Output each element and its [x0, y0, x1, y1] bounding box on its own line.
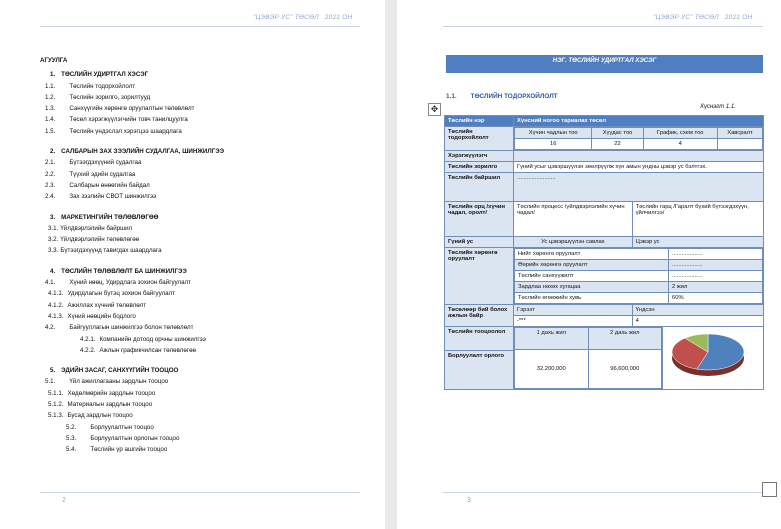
year1-revenue: 32,200,000	[515, 350, 589, 389]
toc-entry[interactable]	[40, 126, 360, 137]
toc-entry-number: 1.2.	[45, 93, 56, 101]
toc-entry[interactable]	[40, 288, 360, 299]
year2-header: 2 дахь жил	[588, 328, 662, 350]
toc-entry[interactable]	[40, 212, 360, 223]
process-value: Ус цэвэршүүлэн савлах	[514, 237, 633, 248]
toc-entry-text: Бүтээгдэхүүний судалгаа	[69, 159, 142, 167]
header-org: "ЦЭВЭР УС" ТӨСӨЛ	[653, 14, 719, 21]
toc-entry-number: 1.4.	[45, 116, 56, 124]
resize-handle[interactable]	[762, 482, 777, 497]
table-of-contents	[40, 55, 360, 456]
definition-cell	[514, 127, 764, 151]
toc-entry-number: 1.3.	[45, 105, 56, 113]
toc-entry-text: Борлуулалтын тооцоо	[90, 423, 154, 431]
table-header-label: Төслийн нэр	[445, 116, 514, 127]
toc-entry[interactable]	[40, 114, 360, 125]
row-label: Төслийн орц /хүчин чадал, оролт/	[445, 202, 514, 237]
page-header	[253, 14, 352, 21]
row-label: Төслийн тодорхойлолт	[445, 127, 514, 151]
toc-entry-text: ТӨСЛИЙН УДИРТГАЛ ХЭСЭГ	[61, 71, 149, 79]
toc-entry-text: Бүтээгдэхүүнд тавигдах шаардлага	[60, 247, 162, 255]
toc-entry-number: 3.	[50, 213, 56, 221]
toc-entry-text: Компанийн дотоод орчны шинжилгээ	[99, 335, 206, 343]
year2-revenue: 96,600,000	[588, 350, 662, 389]
toc-entry[interactable]	[40, 422, 360, 433]
toc-entry-text: Хүний нөөцийн бодлого	[67, 312, 136, 320]
investment-subtable	[514, 248, 763, 304]
implementer-cell	[514, 151, 764, 162]
header-year: 2022 ОН	[324, 14, 353, 21]
toc-entry-number: 1.	[50, 71, 56, 79]
page-number: 2	[62, 497, 66, 504]
toc-entry-number: 2.	[50, 148, 56, 156]
toc-entry[interactable]	[40, 69, 360, 80]
col-header: Хүчин чадлын тоо	[515, 128, 592, 139]
col-value: 22	[592, 139, 643, 150]
toc-entry[interactable]	[40, 345, 360, 356]
row-label: Төслийн тооцоолол	[445, 327, 514, 351]
investment-value: ...................	[669, 260, 763, 271]
toc-entry-text: Төслийн тодорхойлолт	[69, 82, 136, 90]
toc-entry-text: Бусад зардлын тооцоо	[67, 412, 133, 420]
header-year: 2022 ОН	[724, 14, 753, 21]
toc-entry-text: Үйл ажиллагааны зардлын тооцоо	[69, 378, 169, 386]
page-header	[653, 14, 752, 21]
row-label: Төсөлөөр бий болох ажлын байр	[445, 305, 514, 327]
footer-rule	[40, 492, 360, 493]
toc-entry-text: Байгууллагын шинжилгээ болон төлөвлөлт	[69, 324, 194, 332]
col-header: Хавсралт	[717, 128, 762, 139]
toc-entry-text: Хүний нөөц, Удирдлага зохион байгуулалт	[69, 279, 192, 287]
toc-entry[interactable]	[40, 266, 360, 277]
table-header-value: Хүнсний ногоо тариалах төсөл	[514, 116, 764, 127]
toc-entry[interactable]	[40, 444, 360, 455]
col-value: 16	[515, 139, 592, 150]
col-value	[717, 139, 762, 150]
toc-entry[interactable]	[40, 277, 360, 288]
jobs-contract: Гэрээт	[514, 305, 633, 316]
toc-entry[interactable]	[40, 334, 360, 345]
section-heading	[446, 93, 558, 100]
toc-entry-number: 5.1.1.	[48, 389, 64, 397]
toc-entry[interactable]	[40, 245, 360, 256]
toc-entry-number: 4.	[50, 267, 56, 275]
investment-value: ...................	[669, 271, 763, 282]
header-rule	[40, 26, 360, 27]
toc-entry-number: 1.5.	[45, 127, 56, 135]
toc-entry-text: Төсөл хэрэгжүүлэгчийн товч танилцуулга	[69, 116, 188, 124]
chapter-banner: НЭГ. ТӨСЛИЙН УДИРТГАЛ ХЭСЭГ	[446, 55, 763, 73]
toc-entry-number: 4.1.3.	[48, 312, 64, 320]
investment-value: 60%	[669, 293, 763, 304]
toc-entry-number: 2.4.	[45, 193, 56, 201]
toc-entry-text: Ажиллах хүчний төлөвлөлт	[67, 301, 147, 309]
calculation-subtable	[514, 327, 662, 389]
row-label: Төслийн зорилго	[445, 162, 514, 173]
investment-key: Төслийн өгөөжийн хувь	[515, 293, 669, 304]
toc-entry-text: Төслийн үндэслэл хэрэгцээ шаардлага	[69, 127, 182, 135]
toc-entry[interactable]	[40, 103, 360, 114]
toc-entry-number: 1.1.	[45, 82, 56, 90]
pie-chart-container	[662, 327, 763, 389]
toc-entry[interactable]	[40, 234, 360, 245]
toc-entry-text: САЛБАРЫН ЗАХ ЗЭЭЛИЙН СУДАЛГАА, ШИНЖИЛГЭЭ	[61, 148, 225, 156]
investment-key: Төслийн санхүүжилт	[515, 271, 669, 282]
investment-key: Нийт хөрөнгө оруулалт	[515, 249, 669, 260]
investment-key: Зардлаа нөхөх хугацаа	[515, 282, 669, 293]
toc-entry[interactable]	[40, 146, 360, 157]
pie-chart	[668, 330, 754, 380]
toc-entry-number: 3.3.	[48, 247, 59, 255]
toc-entry-number: 4.1.1.	[48, 290, 64, 298]
toc-entry[interactable]	[40, 433, 360, 444]
toc-entry-text: Санхүүгийн хөрөнгө оруулалтын төлөвлөлт	[69, 105, 195, 113]
toc-entry-text: Удирдлагын бүтэц зохион байгуулалт	[67, 290, 176, 298]
toc-entry-text: Материалын зардлын тооцоо	[67, 401, 153, 409]
output-value: Цэвэр ус	[632, 237, 763, 248]
toc-entry[interactable]	[40, 311, 360, 322]
toc-entry-text: ТӨСЛИЙН ТӨЛӨВЛӨЛТ БА ШИНЖИЛГЭЭ	[61, 267, 187, 275]
toc-entry-number: 4.1.	[45, 279, 56, 287]
section-number: 1.1.	[446, 93, 457, 100]
toc-entry[interactable]	[40, 191, 360, 202]
toc-entry-text: Төслийн үр ашгийн тооцоо	[90, 446, 168, 454]
toc-entry[interactable]	[40, 410, 360, 421]
toc-entry-number: 2.1.	[45, 159, 56, 167]
toc-entry[interactable]	[40, 169, 360, 180]
toc-entry-number: 5.1.2.	[48, 401, 64, 409]
investment-value: ...................	[669, 249, 763, 260]
toc-entry[interactable]	[40, 322, 360, 333]
investment-value: 2 жил	[669, 282, 763, 293]
calculation-cell	[514, 327, 764, 390]
toc-entry-number: 5.	[50, 367, 56, 375]
toc-entry-number: 4.2.1.	[80, 335, 96, 343]
toc-entry-number: 4.2.	[45, 324, 56, 332]
section-title: ТӨСЛИЙН ТОДОРХОЙЛОЛТ	[470, 93, 558, 100]
toc-entry[interactable]	[40, 81, 360, 92]
toc-entry[interactable]	[40, 157, 360, 168]
jobs-permanent-value: 4	[632, 316, 763, 327]
toc-entry-number: 2.2.	[45, 170, 56, 178]
header-rule	[443, 26, 763, 27]
process-cell: Төслийн процесс /үйлдвэрлэлийн хүчин чадал/	[514, 202, 633, 237]
toc-entry-text: Хөдөлмөрийн зардлын тооцоо	[67, 389, 156, 397]
toc-entry-text: Борлуулалтын орлогын тооцоо	[90, 434, 180, 442]
col-header: Хүүдас тоо	[592, 128, 643, 139]
toc-entry-text: МАРКЕТИНГИЙН ТӨЛӨВЛӨГӨӨ	[61, 213, 159, 221]
output-cell: Төслийн гарц /Гаралт бүхий бүтээгдэхүүн, үйлчилгээ/	[632, 202, 763, 237]
toc-title: АГУУЛГА	[40, 57, 68, 64]
toc-entry-text: Ажлын графикчилсан төлөвлөгөө	[99, 346, 196, 354]
toc-entry-number: 3.2.	[48, 236, 59, 244]
footer-rule	[443, 492, 763, 493]
toc-entry-text: Зах зээлийн СВОТ шинжилгээ	[69, 193, 157, 201]
location-cell: ........................	[514, 173, 764, 202]
table-move-handle-icon[interactable]: ✥	[428, 103, 441, 116]
goal-cell: Гүний усыг цэвэршүүлэн зөөлрүүлж хүн амын ундны цэвэр ус бэлтгэх.	[514, 162, 764, 173]
header-org: "ЦЭВЭР УС" ТӨСӨЛ	[253, 14, 319, 21]
toc-entry-number: 3.1.	[48, 224, 59, 232]
row-label: Төслийн байршил	[445, 173, 514, 202]
toc-entry-number: 4.1.2.	[48, 301, 64, 309]
col-header: График, схем тоо	[643, 128, 717, 139]
toc-entry-text: ЭДИЙН ЗАСАГ, САНХҮҮГИЙН ТООЦОО	[61, 367, 179, 375]
toc-entry-number: 5.1.	[45, 378, 56, 386]
row-label: Гүний ус	[445, 237, 514, 248]
year1-header: 1 дахь жил	[515, 328, 589, 350]
toc-entry-number: 2.3.	[45, 181, 56, 189]
toc-entry[interactable]	[40, 92, 360, 103]
toc-entry-number: 4.2.2.	[80, 346, 96, 354]
toc-entry-number: 5.3.	[66, 434, 77, 442]
row-label: Төслийн хөрөнгө оруулалт	[445, 248, 514, 305]
table-caption: Хүснэгт 1.1.	[700, 104, 736, 110]
jobs-contract-value: -***	[514, 316, 633, 327]
row-label: Хэрэгжүүлэгч	[445, 151, 514, 162]
toc-entry[interactable]	[40, 223, 360, 234]
toc-entry-number: 5.4.	[66, 446, 77, 454]
row-label: Борлуулалт орлого	[445, 351, 514, 390]
toc-entry-text: Түүхий эдийн судалгаа	[69, 170, 136, 178]
toc-entry[interactable]	[40, 399, 360, 410]
toc-entry-number: 5.2.	[66, 423, 77, 431]
page-number: 3	[467, 497, 471, 504]
toc-entry-text: Төслийн зорилго, зорилтууд	[69, 93, 151, 101]
toc-entry[interactable]	[40, 180, 360, 191]
project-definition-table	[444, 115, 764, 390]
toc-entry[interactable]	[40, 376, 360, 387]
toc-entry-number: 5.1.3.	[48, 412, 64, 420]
definition-subtable	[514, 127, 763, 150]
investment-cell	[514, 248, 764, 305]
toc-entry-text: Үйлдвэрлэлийн төлөвлөгөө	[60, 236, 140, 244]
toc-entry-text: Салбарын өнөөгийн байдал	[69, 181, 150, 189]
toc-entry[interactable]	[40, 365, 360, 376]
toc-entry[interactable]	[40, 300, 360, 311]
toc-entry[interactable]	[40, 388, 360, 399]
toc-entry-text: Үйлдвэрлэлийн байршил	[60, 224, 133, 232]
investment-key: Өөрийн хөрөнгө оруулалт	[515, 260, 669, 271]
jobs-permanent: Үндсэн	[632, 305, 763, 316]
col-value: 4	[643, 139, 717, 150]
page-2	[0, 0, 385, 529]
